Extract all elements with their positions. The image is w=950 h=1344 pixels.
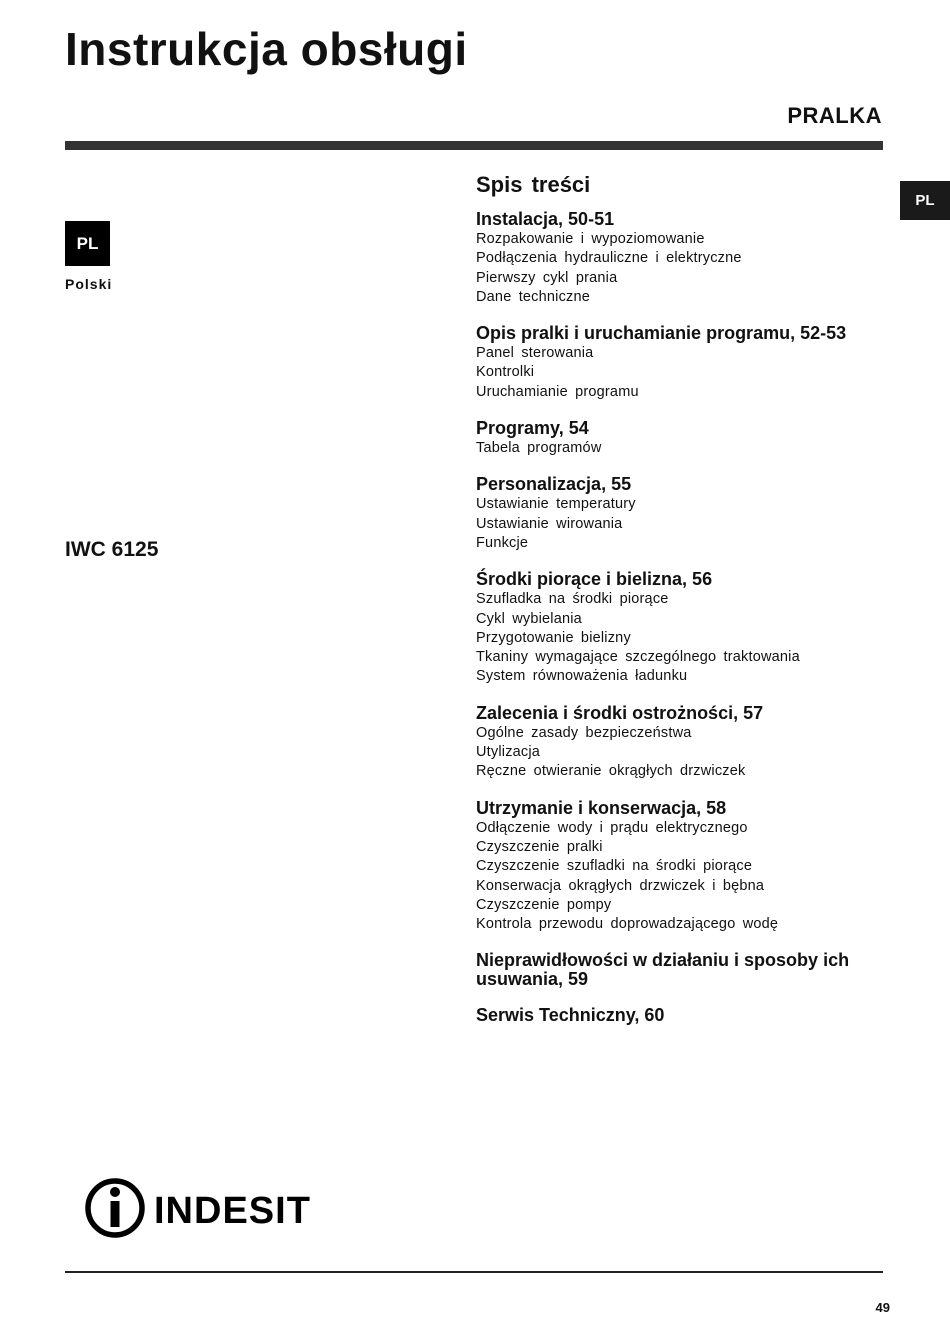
toc-item: Panel sterowania (476, 345, 594, 362)
toc-section-heading: Opis pralki i uruchamianie programu, 52-53 (476, 323, 847, 344)
toc-section-heading: Utrzymanie i konserwacja, 58 (476, 797, 727, 818)
toc-item: Czyszczenie pompy (476, 896, 612, 913)
toc-section (476, 419, 886, 458)
toc-section (476, 570, 886, 686)
toc-item: Pierwszy cykl prania (476, 269, 618, 286)
toc-sections (476, 210, 886, 1025)
toc-item: Czyszczenie szufladki na środki piorące (476, 858, 753, 875)
document-type: PRALKA (787, 103, 882, 128)
toc-item: Tkaniny wymagające szczególnego traktowania (476, 649, 800, 666)
toc-section-heading: Programy, 54 (476, 418, 589, 439)
language-side-tab: PL (900, 181, 950, 220)
language-code-badge: PL (65, 221, 110, 266)
toc-section-heading: Środki piorące i bielizna, 56 (476, 569, 713, 590)
toc-section (476, 210, 886, 307)
toc-item: Rozpakowanie i wypoziomowanie (476, 231, 705, 247)
toc-item: Ręczne otwieranie okrągłych drzwiczek (476, 763, 746, 780)
toc-item: Przygotowanie bielizny (476, 629, 631, 646)
toc-section-heading: Personalizacja, 55 (476, 474, 632, 495)
brand-wordmark: INDESIT (154, 1190, 311, 1232)
toc-item: Kontrolki (476, 364, 535, 381)
toc-item: Kontrola przewodu doprowadzającego wodę (476, 916, 779, 933)
toc-item: Cykl wybielania (476, 610, 582, 627)
document-title: Instrukcja obsługi (65, 23, 468, 75)
toc-item: Tabela programów (476, 440, 602, 457)
language-name: Polski (65, 276, 113, 292)
model-name: IWC 6125 (65, 538, 159, 561)
toc-section (476, 475, 886, 553)
toc-item: Utylizacja (476, 744, 541, 761)
toc-title: Spis treści (476, 172, 591, 197)
toc-item: Konserwacja okrągłych drzwiczek i bębna (476, 877, 765, 894)
header-divider (65, 141, 883, 150)
toc-item: Dane techniczne (476, 288, 591, 305)
toc-item: Szufladka na środki piorące (476, 591, 669, 608)
toc-item: Podłączenia hydrauliczne i elektryczne (476, 250, 742, 267)
toc-section (476, 1006, 886, 1025)
toc-section-heading: Instalacja, 50-51 (476, 209, 615, 229)
toc-item: Funkcje (476, 534, 529, 551)
toc-item: Odłączenie wody i prądu elektrycznego (476, 819, 748, 836)
table-of-contents (476, 172, 886, 1042)
brand-logo (84, 1176, 316, 1240)
toc-item: System równoważenia ładunku (476, 668, 688, 685)
indesit-i-logo-icon (84, 1176, 316, 1240)
toc-section (476, 704, 886, 782)
footer-divider (65, 1271, 883, 1273)
toc-section-heading: Zalecenia i środki ostrożności, 57 (476, 702, 764, 723)
toc-item: Czyszczenie pralki (476, 838, 603, 855)
toc-item: Ogólne zasady bezpieczeństwa (476, 724, 692, 741)
toc-section-heading: Nieprawidłowości w działaniu i sposoby ich usuwania, 59 (476, 950, 850, 990)
toc-item: Ustawianie temperatury (476, 496, 636, 513)
toc-section-heading: Serwis Techniczny, 60 (476, 1005, 665, 1026)
toc-item: Ustawianie wirowania (476, 515, 623, 532)
page-number: 49 (875, 1300, 890, 1315)
toc-section (476, 324, 886, 402)
toc-item: Uruchamianie programu (476, 383, 639, 400)
toc-section (476, 799, 886, 935)
toc-section (476, 951, 886, 989)
